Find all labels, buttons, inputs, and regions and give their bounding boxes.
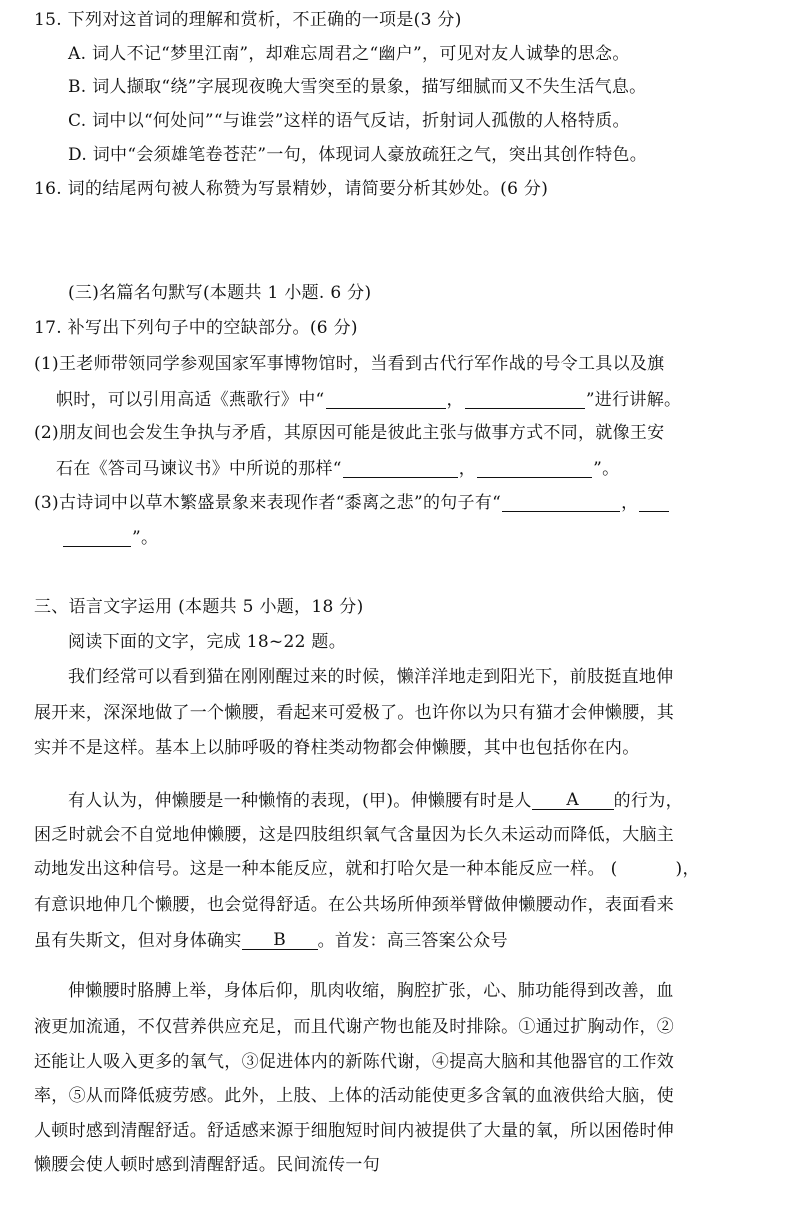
answer-blank-1[interactable] bbox=[326, 391, 446, 409]
question-17-part1-line1: (1)王老师带领同学参观国家军事博物馆时，当看到古代行军作战的号令工具以及旗 bbox=[34, 354, 665, 374]
answer-blank-2[interactable] bbox=[465, 391, 585, 409]
passage-line: 有意识地伸几个懒腰，也会觉得舒适。在公共场所伸颈举臂做伸懒腰动作，表面看来 bbox=[34, 895, 675, 915]
part2-text-before: 石在《答司马谏议书》中所说的那样“ bbox=[56, 459, 342, 479]
blank-separator: ， bbox=[446, 390, 464, 410]
question-15-stem: 15. 下列对这首词的理解和赏析，不正确的一项是(3 分) bbox=[34, 10, 462, 30]
passage-line: 液更加流通，不仅营养供应充足，而且代谢产物也能及时排除。①通过扩胸动作，② bbox=[34, 1017, 675, 1037]
question-17-part3-line1 bbox=[34, 494, 670, 512]
passage-line-with-blank-b bbox=[34, 932, 508, 950]
part1-text-after: ”进行讲解。 bbox=[585, 390, 682, 410]
passage-text: 有人认为，伸懒腰是一种懒惰的表现，(甲)。伸懒腰有时是人 bbox=[68, 791, 532, 811]
answer-blank-5[interactable] bbox=[502, 494, 620, 512]
blank-b[interactable]: B bbox=[242, 932, 318, 950]
passage-line: 实并不是这样。基本上以肺呼吸的脊柱类动物都会伸懒腰，其中也包括你在内。 bbox=[34, 738, 640, 758]
passage-line: 展开来，深深地做了一个懒腰，看起来可爱极了。也许你以为只有猫才会伸懒腰，其 bbox=[34, 703, 675, 723]
part3-title: 三、语言文字运用 (本题共 5 小题，18 分) bbox=[34, 597, 364, 617]
passage-text: )， bbox=[675, 859, 700, 879]
part2-text-after: ”。 bbox=[593, 459, 620, 479]
passage-text: 。首发：高三答案公众号 bbox=[317, 931, 508, 951]
question-17-part2-line1: (2)朋友间也会发生争执与矛盾，其原因可能是彼此主张与做事方式不同，就像王安 bbox=[34, 423, 665, 443]
passage-line: 困乏时就会不自觉地伸懒腰，这是四肢组织氧气含量因为长久未运动而降低，大脑主 bbox=[34, 825, 675, 845]
question-17-part3-line2 bbox=[62, 529, 158, 547]
passage-line: 懒腰会使人顿时感到清醒舒适。民间流传一句 bbox=[34, 1155, 380, 1175]
blank-a[interactable]: A bbox=[532, 792, 614, 810]
answer-blank-3[interactable] bbox=[343, 460, 458, 478]
answer-blank-6-end[interactable] bbox=[63, 529, 131, 547]
question-15-option-d: D. 词中“会须雄笔卷苍茫”一句，体现词人豪放疏狂之气，突出其创作特色。 bbox=[68, 145, 648, 165]
blank-separator: ， bbox=[621, 493, 639, 513]
passage-text: 虽有失斯文，但对身体确实 bbox=[34, 931, 242, 951]
question-17-stem: 17. 补写出下列句子中的空缺部分。(6 分) bbox=[34, 318, 358, 338]
answer-blank-6-start[interactable] bbox=[639, 494, 669, 512]
passage-line: 率，⑤从而降低疲劳感。此外，上肢、上体的活动能使更多含氧的血液供给大脑，使 bbox=[34, 1086, 675, 1106]
passage-line: 伸懒腰时胳膊上举，身体后仰，肌肉收缩，胸腔扩张，心、肺功能得到改善，血 bbox=[68, 981, 674, 1001]
passage-text: 的行为， bbox=[613, 791, 683, 811]
passage-text: 动地发出这种信号。这是一种本能反应，就和打哈欠是一种本能反应一样。 ( bbox=[34, 859, 618, 879]
passage-line-with-blank-a bbox=[68, 792, 683, 810]
part3-intro: 阅读下面的文字，完成 18~22 题。 bbox=[68, 632, 347, 652]
answer-blank-4[interactable] bbox=[477, 460, 592, 478]
question-17-part2-line2 bbox=[56, 460, 619, 478]
passage-line: 人顿时感到清醒舒适。舒适感来源于细胞短时间内被提供了大量的氧，所以困倦时伸 bbox=[34, 1121, 675, 1141]
part3-text-after: ”。 bbox=[132, 528, 159, 548]
question-15-option-b: B. 词人撷取“绕”字展现夜晚大雪突至的景象，描写细腻而又不失生活气息。 bbox=[68, 77, 647, 97]
question-15-option-c: C. 词中以“何处问”“与谁尝”这样的语气反诘，折射词人孤傲的人格特质。 bbox=[68, 111, 630, 131]
question-17-part1-line2 bbox=[56, 391, 681, 409]
question-16-stem: 16. 词的结尾两句被人称赞为写景精妙，请简要分析其妙处。(6 分) bbox=[34, 179, 549, 199]
part3-text-before: (3)古诗词中以草木繁盛景象来表现作者“黍离之悲”的句子有“ bbox=[34, 493, 502, 513]
blank-separator: ， bbox=[458, 459, 477, 479]
passage-line-with-paren bbox=[34, 861, 700, 878]
section-heading-recitation: (三)名篇名句默写(本题共 1 小题. 6 分) bbox=[68, 283, 372, 303]
part1-text-before: 帜时，可以引用高适《燕歌行》中“ bbox=[56, 390, 325, 410]
passage-line: 我们经常可以看到猫在刚刚醒过来的时候，懒洋洋地走到阳光下，前肢挺直地伸 bbox=[68, 667, 674, 687]
passage-line: 还能让人吸入更多的氧气，③促进体内的新陈代谢，④提高大脑和其他器官的工作效 bbox=[34, 1052, 675, 1072]
question-15-option-a: A. 词人不记“梦里江南”，却难忘周君之“幽户”，可见对友人诚挚的思念。 bbox=[68, 44, 630, 64]
